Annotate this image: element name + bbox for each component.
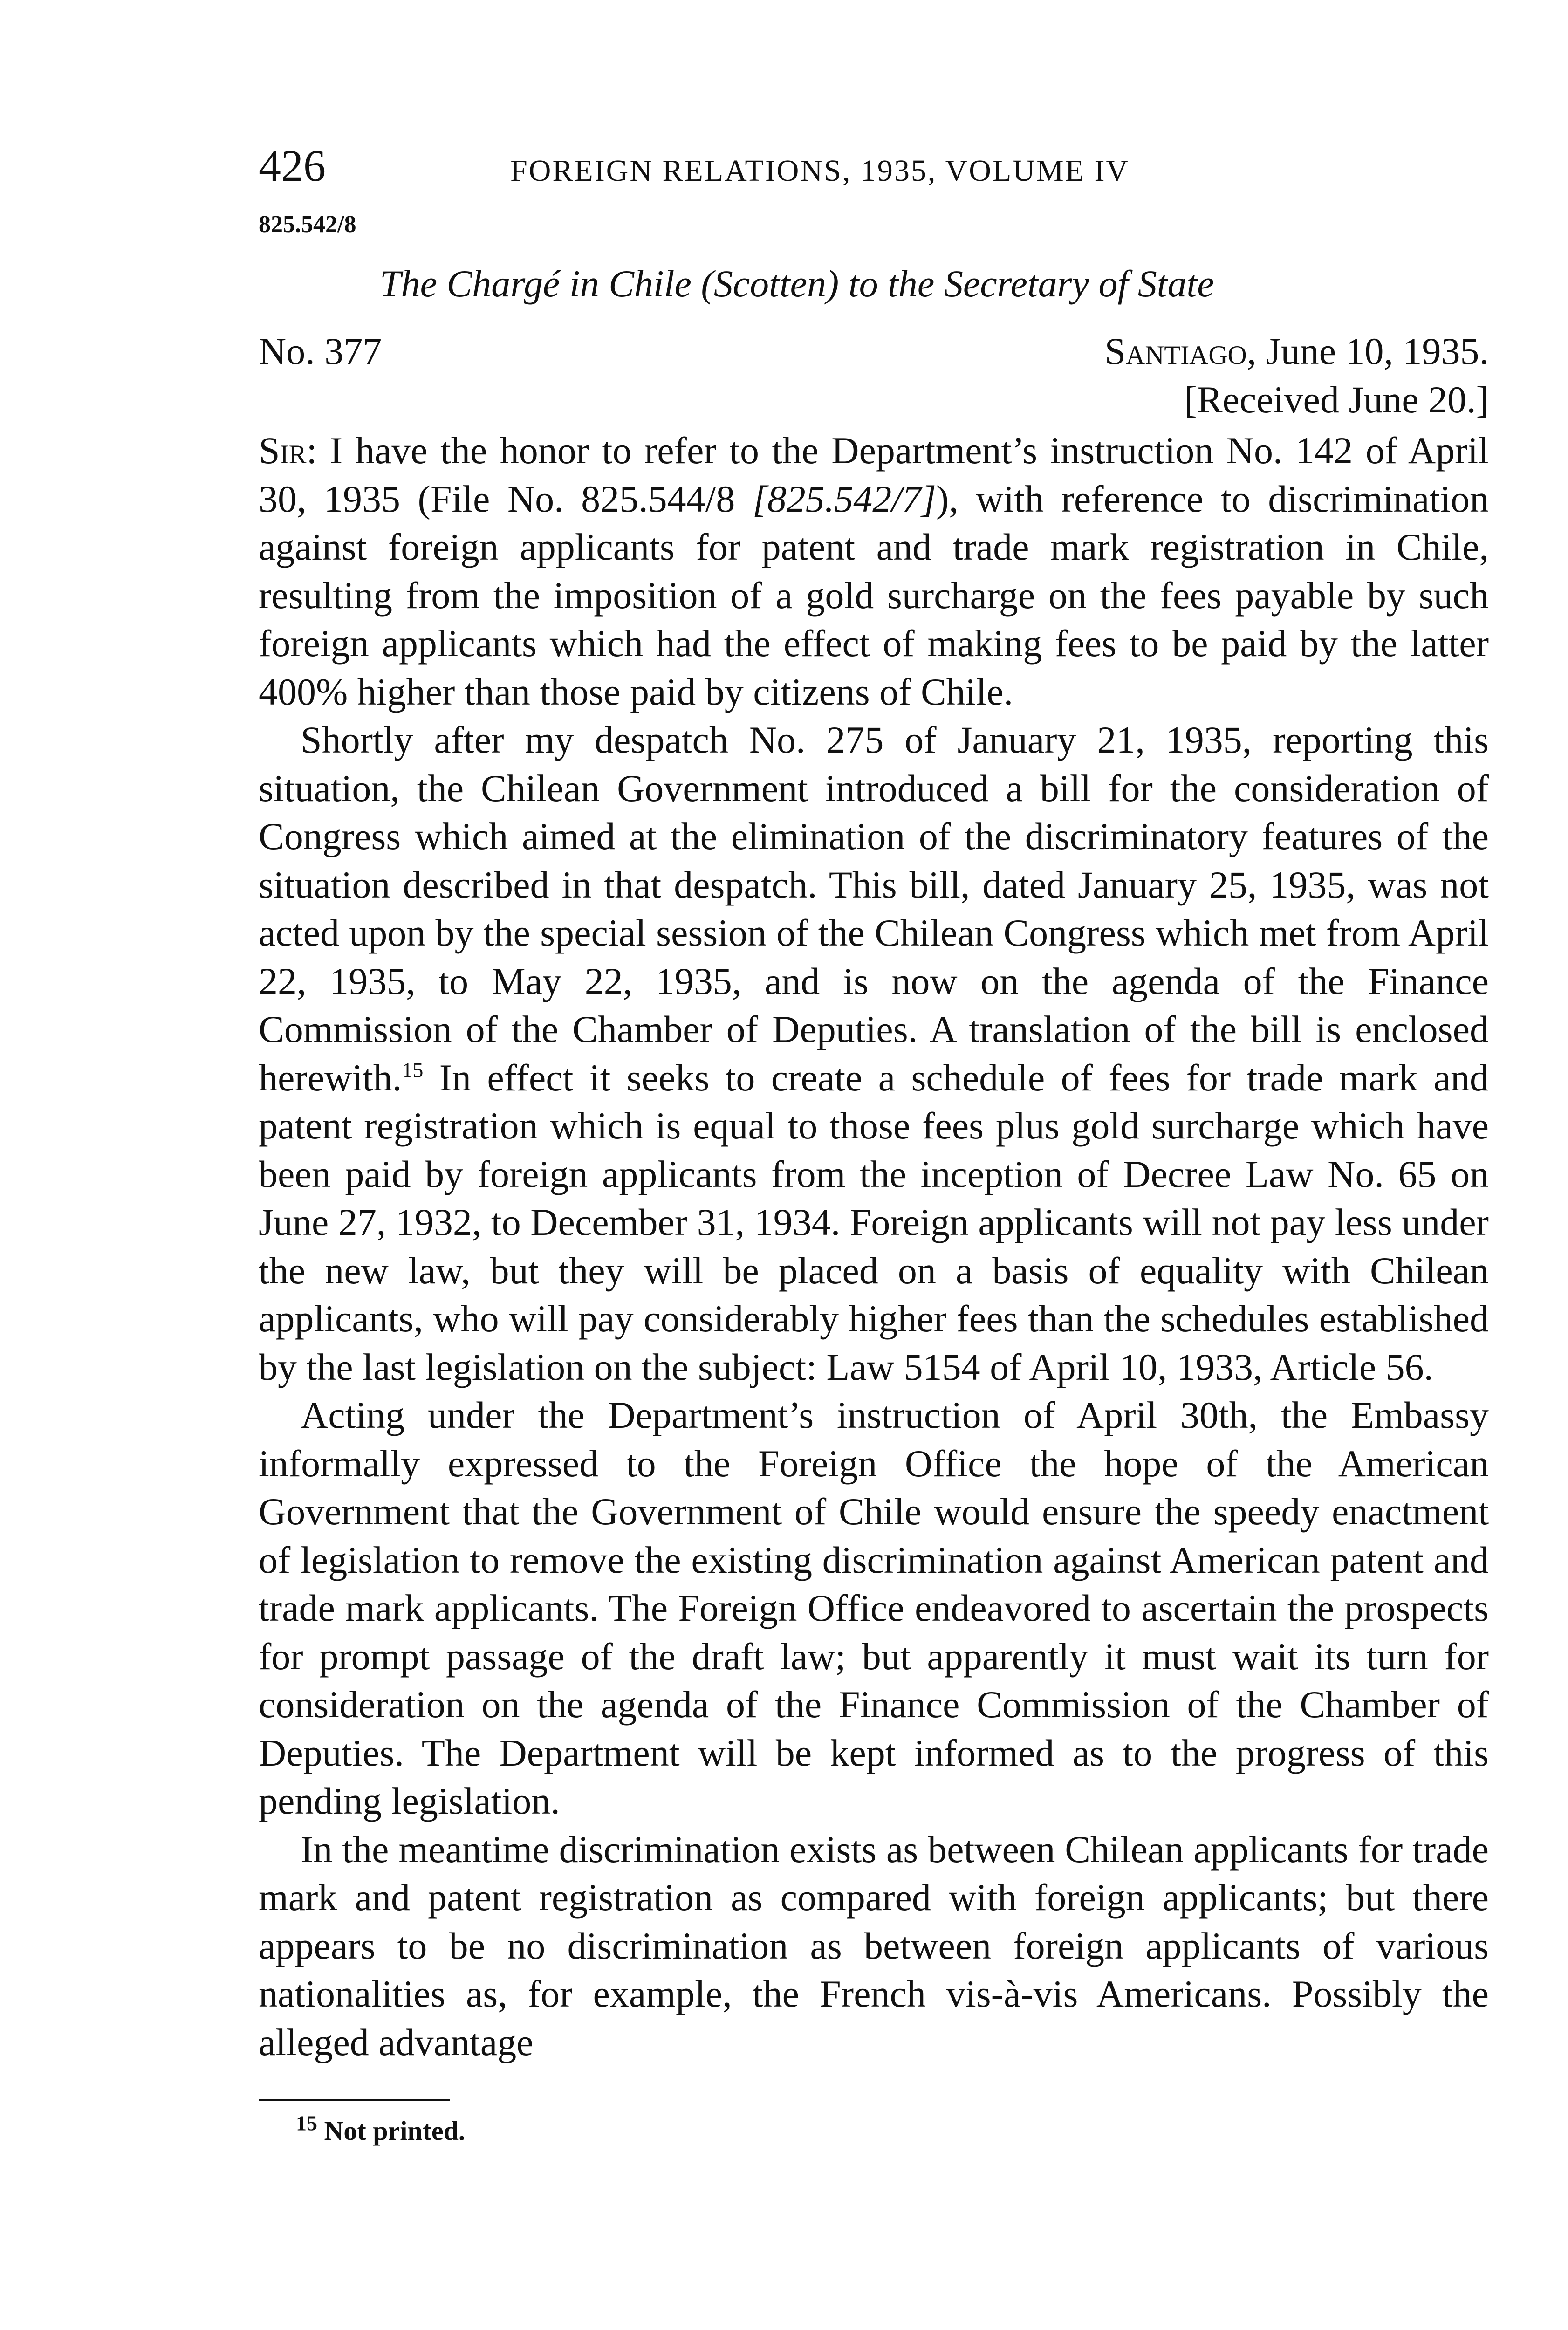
letter-body [259,426,1489,2066]
paragraph-4: In the meantime discrimination exists as between Chilean applicants for trade mark and patent registration as compared with foreign applicants; but there appears to be no discrimination as between foreign applicants of various nationalities as, for example, the French vis-à-vis Americans. Possibly the alleged advantage [259,1828,1489,2063]
paragraph-3: Acting under the Department’s instruction of April 30th, the Embassy informally expressed to the Foreign Office the hope of the American Government that the Government of Chile would ensure the speedy enactment of legislation to remove the existing discrimination against American patent and trade mark applicants. The Foreign Office endeavored to ascertain the prospects for prompt passage of the draft law; but apparently it must wait its turn for consideration on the agenda of the Finance Commission of the Chamber of Deputies. The Department will be kept informed as to the progress of this pending legislation. [259,1394,1489,1822]
document-title: The Chargé in Chile (Scotten) to the Secretary of State [380,262,1214,305]
footnote-text: Not printed. [324,2116,466,2146]
paragraph-1-text-b: ), with reference to discrimination against foreign applicants for patent and trade mark registration in Chile, resulting from the imposition of a gold surcharge on the fees payable by such foreign applicants which had the effect of making fees to be paid by the latter 400% higher than those paid by citizens of Chile. [259,477,1489,713]
despatch-number: No. 377 [259,330,382,372]
date: , June 10, 1935. [1246,330,1489,372]
paragraph-2-text-b: In effect it seeks to create a schedule of fees for trade mark and patent registration which is equal to those fees plus gold surcharge which have been paid by foreign applicants from the inception of Decree Law No. 65 on June 27, 1932, to December 31, 1934. Foreign applicants will not pay less under the new law, but they will be placed on a basis of equality with Chilean applicants, who will pay considerably higher fees than the schedules established by the last legislation on the subject: Law 5154 of April 10, 1933, Article 56. [259,1056,1489,1388]
received-date: [Received June 20.] [1184,378,1489,421]
footnote-reference: 15 [402,1058,424,1082]
paragraph-1-text-a: : I have the honor to refer to the Department’s instruction No. 142 of April 30, 1935 (File No. 825.544/8 [259,429,1489,520]
footnote-marker: 15 [296,2111,317,2135]
document-page [259,140,1489,2146]
place-and-date [1104,329,1489,378]
paragraph-1-italic-ref: [825.542/7] [752,477,936,520]
file-number: 825.542/8 [259,211,356,238]
paragraph-1 [259,426,1489,716]
footnote-divider [259,2099,450,2101]
place: Santiago [1104,330,1247,372]
page-number: 426 [259,141,326,191]
dateline [259,329,1489,378]
salutation: Sir [259,429,307,472]
paragraph-2-text-a: Shortly after my despatch No. 275 of January 21, 1935, reporting this situation, the Chilean Government introduced a bill for the consideration of Congress which aimed at the elimination of the discriminatory features of the situation described in that despatch. This bill, dated January 25, 1935, was not acted upon by the special session of the Chilean Congress which met from April 22, 1935, to May 22, 1935, and is now on the agenda of the Finance Commission of the Chamber of Deputies. A translation of the bill is enclosed herewith. [259,719,1489,1099]
footnote [259,2111,1489,2146]
paragraph-2 [259,716,1489,1391]
page-header [259,140,1489,200]
running-head: FOREIGN RELATIONS, 1935, VOLUME IV [510,154,1130,188]
